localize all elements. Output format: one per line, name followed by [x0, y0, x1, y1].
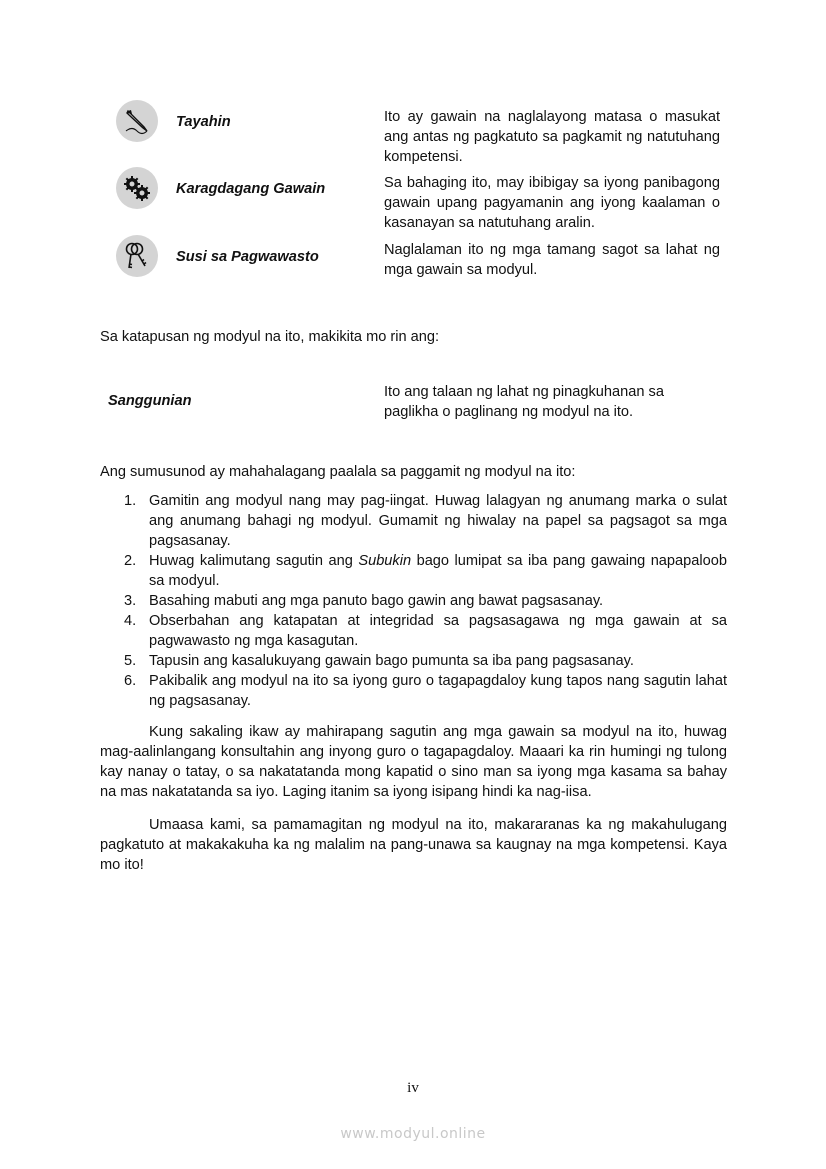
legend-description: Sa bahaging ito, may ibibigay sa iyong panibagong gawain upang pagyamanin ang iyong kaalaman o kasanayan sa natutuhang aralin. — [384, 175, 720, 231]
help-paragraph: Kung sakaling ikaw ay mahirapang sagutin ang mga gawain sa modyul na ito, huwag mag-aalinlangang konsultahin ang inyong guro o tagapagdaloy. Maaari ka rin humingi ng tulong kay nanay o tatay, o sa nakatatanda mong kapatid o sino man sa iyong mga kasama sa bahay na mas nakatatanda sa iyo. Laging itanim sa iyong isipang hindi ka nag-iisa. — [100, 724, 727, 800]
sanggunian-term: Sanggunian — [108, 393, 192, 409]
watermark: www.modyul.online — [340, 1126, 486, 1142]
list-item: 2. Huwag kalimutang sagutin ang Subukin bago lumipat sa iba pang gawaing napapaloob sa modyul. — [124, 553, 727, 589]
keys-icon — [116, 235, 158, 277]
sanggunian-description: Ito ang talaan ng lahat ng pinagkuhanan sa paglikha o paglinang ng modyul na ito. — [384, 384, 664, 420]
page-number: iv — [407, 1080, 419, 1096]
legend-description: Ito ay gawain na naglalayong matasa o masukat ang antas ng pagkatuto sa pagkamit ng natutuhang kompetensi. — [384, 109, 720, 165]
end-intro-text: Sa katapusan ng modyul na ito, makikita mo rin ang: — [100, 329, 440, 345]
closing-paragraph: Umaasa kami, sa pamamagitan ng modyul na ito, makararanas ka ng makahulugang pagkatuto at makakakuha ka ng malalim na pang-unawa sa kaugnay na mga kompetensi. Kaya mo ito! — [100, 817, 727, 873]
legend-row-susi-sa-pagwawasto — [116, 235, 720, 285]
list-item: 1. Gamitin ang modyul nang may pag-iingat. Huwag lalagyan ng anumang marka o sulat ang anumang bahagi ng modyul. Gumamit ng hiwalay na papel sa pagsagot sa mga pagsasanay. — [124, 493, 727, 549]
subukin-emphasis: Subukin — [358, 553, 412, 569]
reminders-intro-text: Ang sumusunod ay mahahalagang paalala sa paggamit ng modyul na ito: — [100, 464, 576, 480]
list-item: 5. Tapusin ang kasalukuyang gawain bago pumunta sa iba pang pagsasanay. — [124, 653, 634, 669]
legend-description: Naglalaman ito ng mga tamang sagot sa lahat ng mga gawain sa modyul. — [384, 242, 720, 278]
legend-row-tayahin — [116, 100, 720, 167]
list-item: 6. Pakibalik ang modyul na ito sa iyong guro o tagapagdaloy kung tapos nang sagutin lahat ng pagsasanay. — [124, 673, 727, 709]
list-item: 4. Obserbahan ang katapatan at integridad sa pagsasagawa ng mga gawain at sa pagwawasto ng mga kasagutan. — [124, 613, 727, 649]
reminders-list — [100, 491, 727, 711]
legend-term: Tayahin — [176, 114, 231, 130]
icon-legend-table — [116, 100, 720, 285]
legend-term: Susi sa Pagwawasto — [176, 249, 319, 265]
legend-row-karagdagang-gawain — [116, 167, 720, 235]
gears-icon — [116, 167, 158, 209]
list-item: 3. Basahing mabuti ang mga panuto bago gawin ang bawat pagsasanay. — [124, 593, 604, 609]
pencil-icon — [116, 100, 158, 142]
legend-term: Karagdagang Gawain — [176, 181, 326, 197]
